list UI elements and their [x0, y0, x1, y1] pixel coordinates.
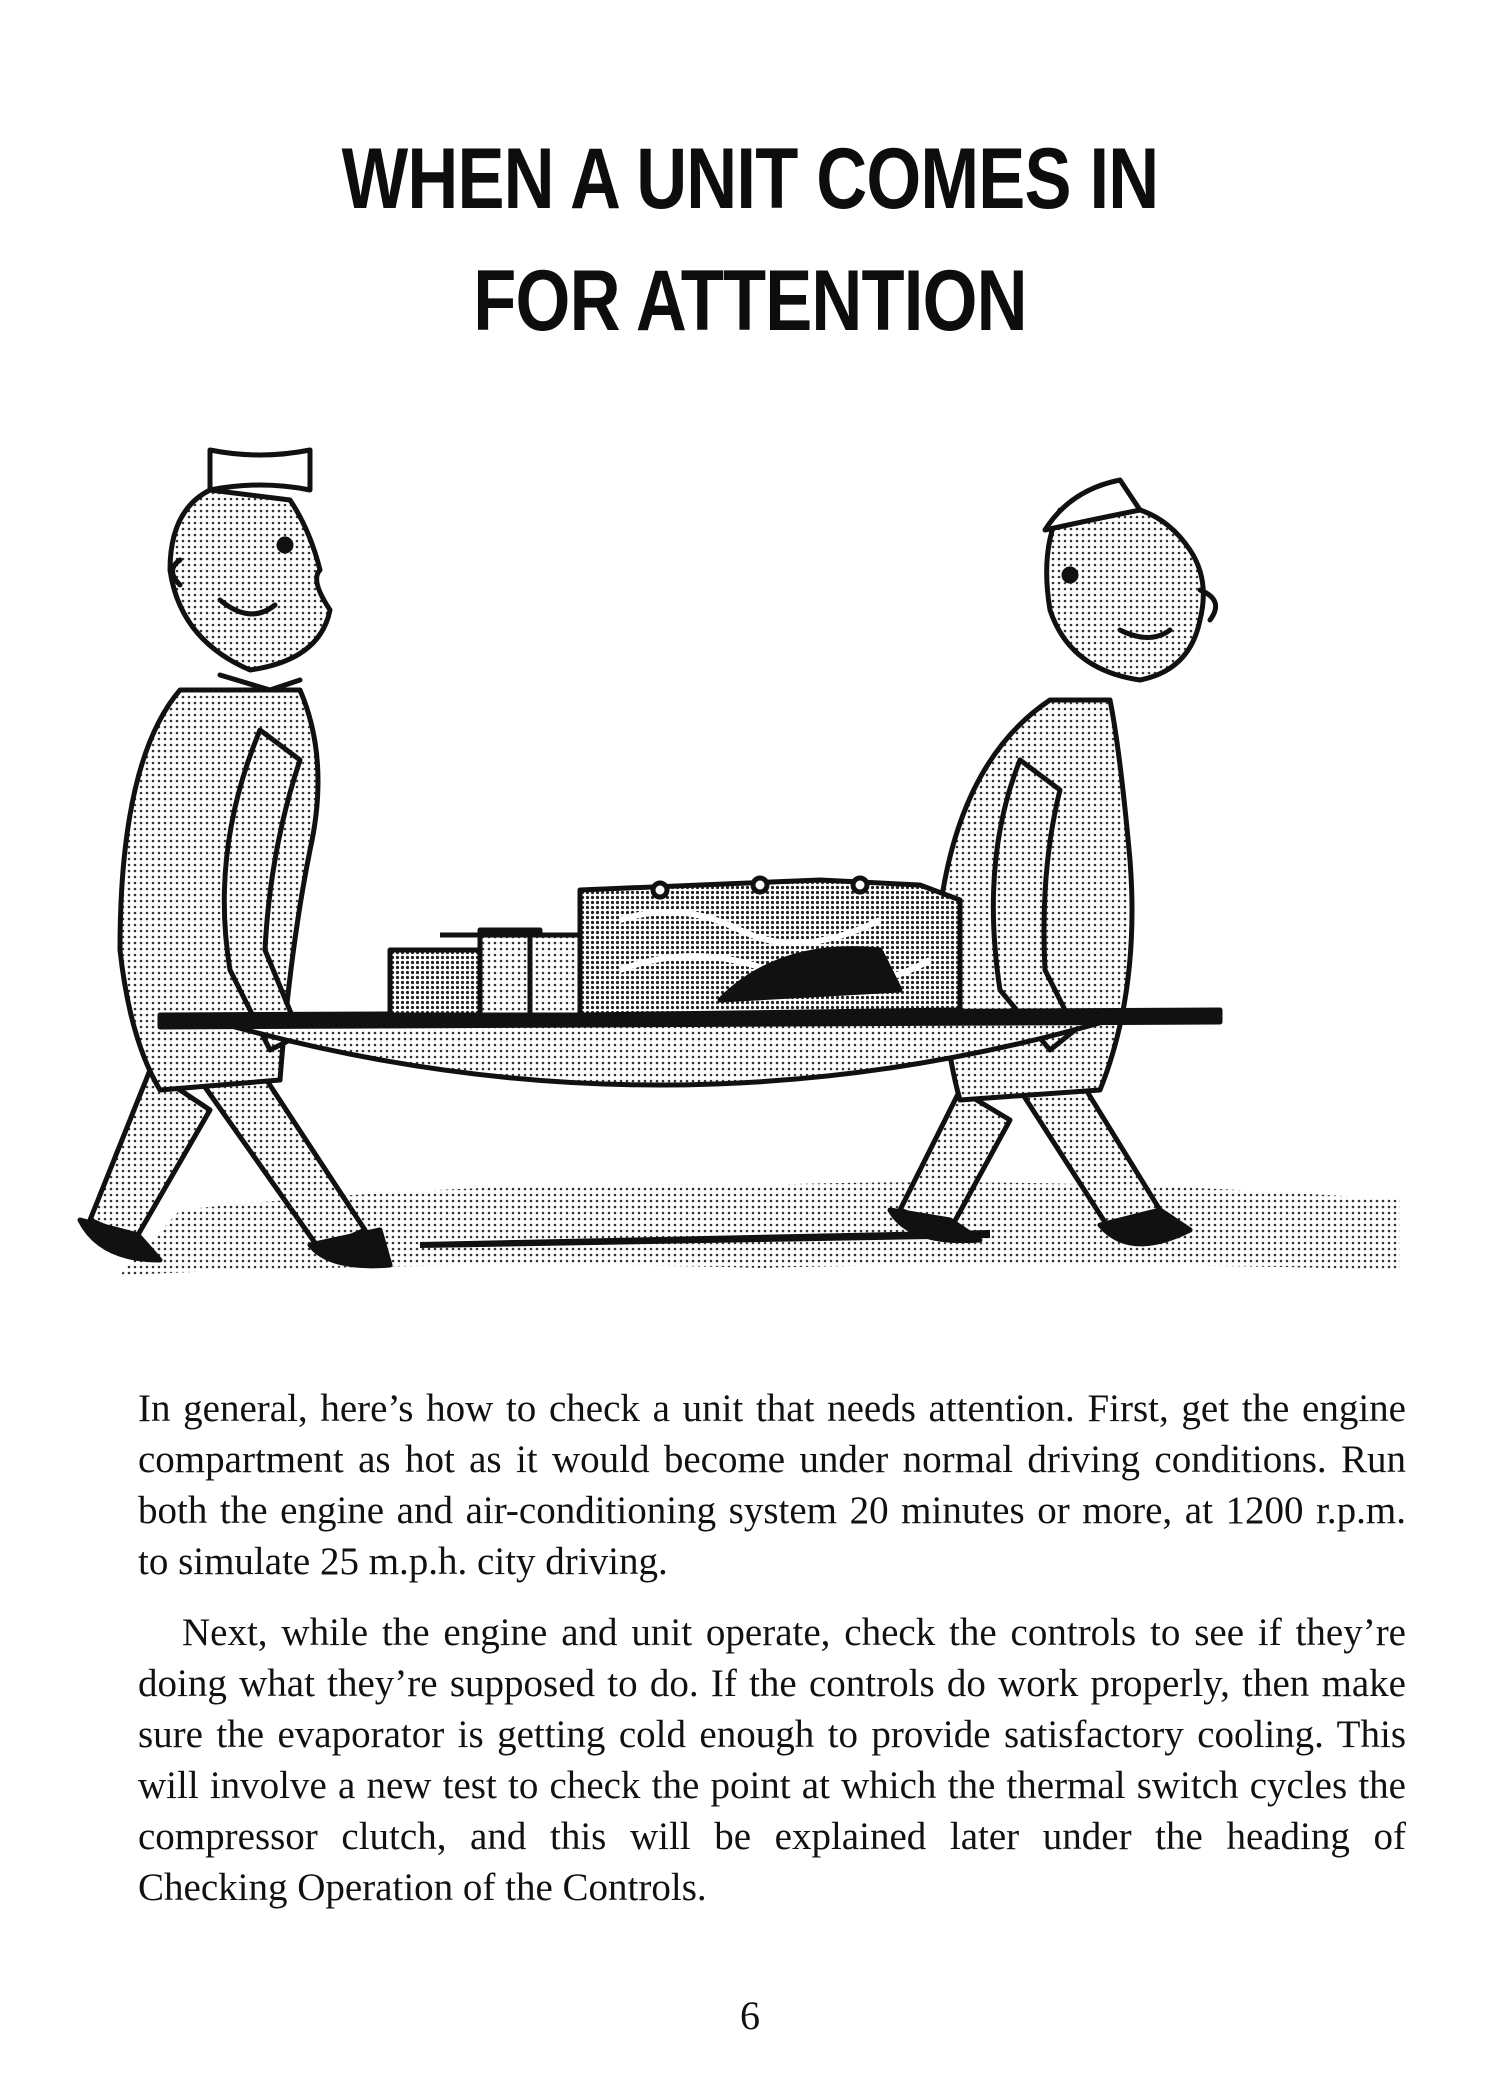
air-conditioning-unit — [390, 878, 960, 1015]
left-man-figure — [80, 450, 390, 1266]
title-line-2: FOR ATTENTION — [473, 253, 1027, 349]
paragraph-2: Next, while the engine and unit operate, check the controls to see if they’re doing what they’re supposed to do. If the controls do work properly, then make sure the evaporator is getting cold enough to provide satisfactory cooling. This will involve a new test to check the point at which the thermal switch cycles the compressor clutch, and this will be explained later under the heading of Checking Operation of the Controls. — [138, 1611, 1406, 1909]
page-number: 6 — [740, 1993, 760, 2038]
title-line-1: WHEN A UNIT COMES IN — [341, 131, 1159, 227]
cartoon-illustration — [60, 430, 1440, 1310]
paragraph-1: In general, here’s how to check a unit that needs attention. First, get the engine compartment as hot as it would become under normal driving conditions. Run both the engine and air-conditioning system 20 minutes or more, at 1200 r.p.m. to simulate 25 m.p.h. city driving. — [138, 1387, 1406, 1583]
page-title — [135, 118, 1365, 362]
right-man-figure — [890, 480, 1216, 1244]
body-text — [138, 1383, 1406, 1933]
